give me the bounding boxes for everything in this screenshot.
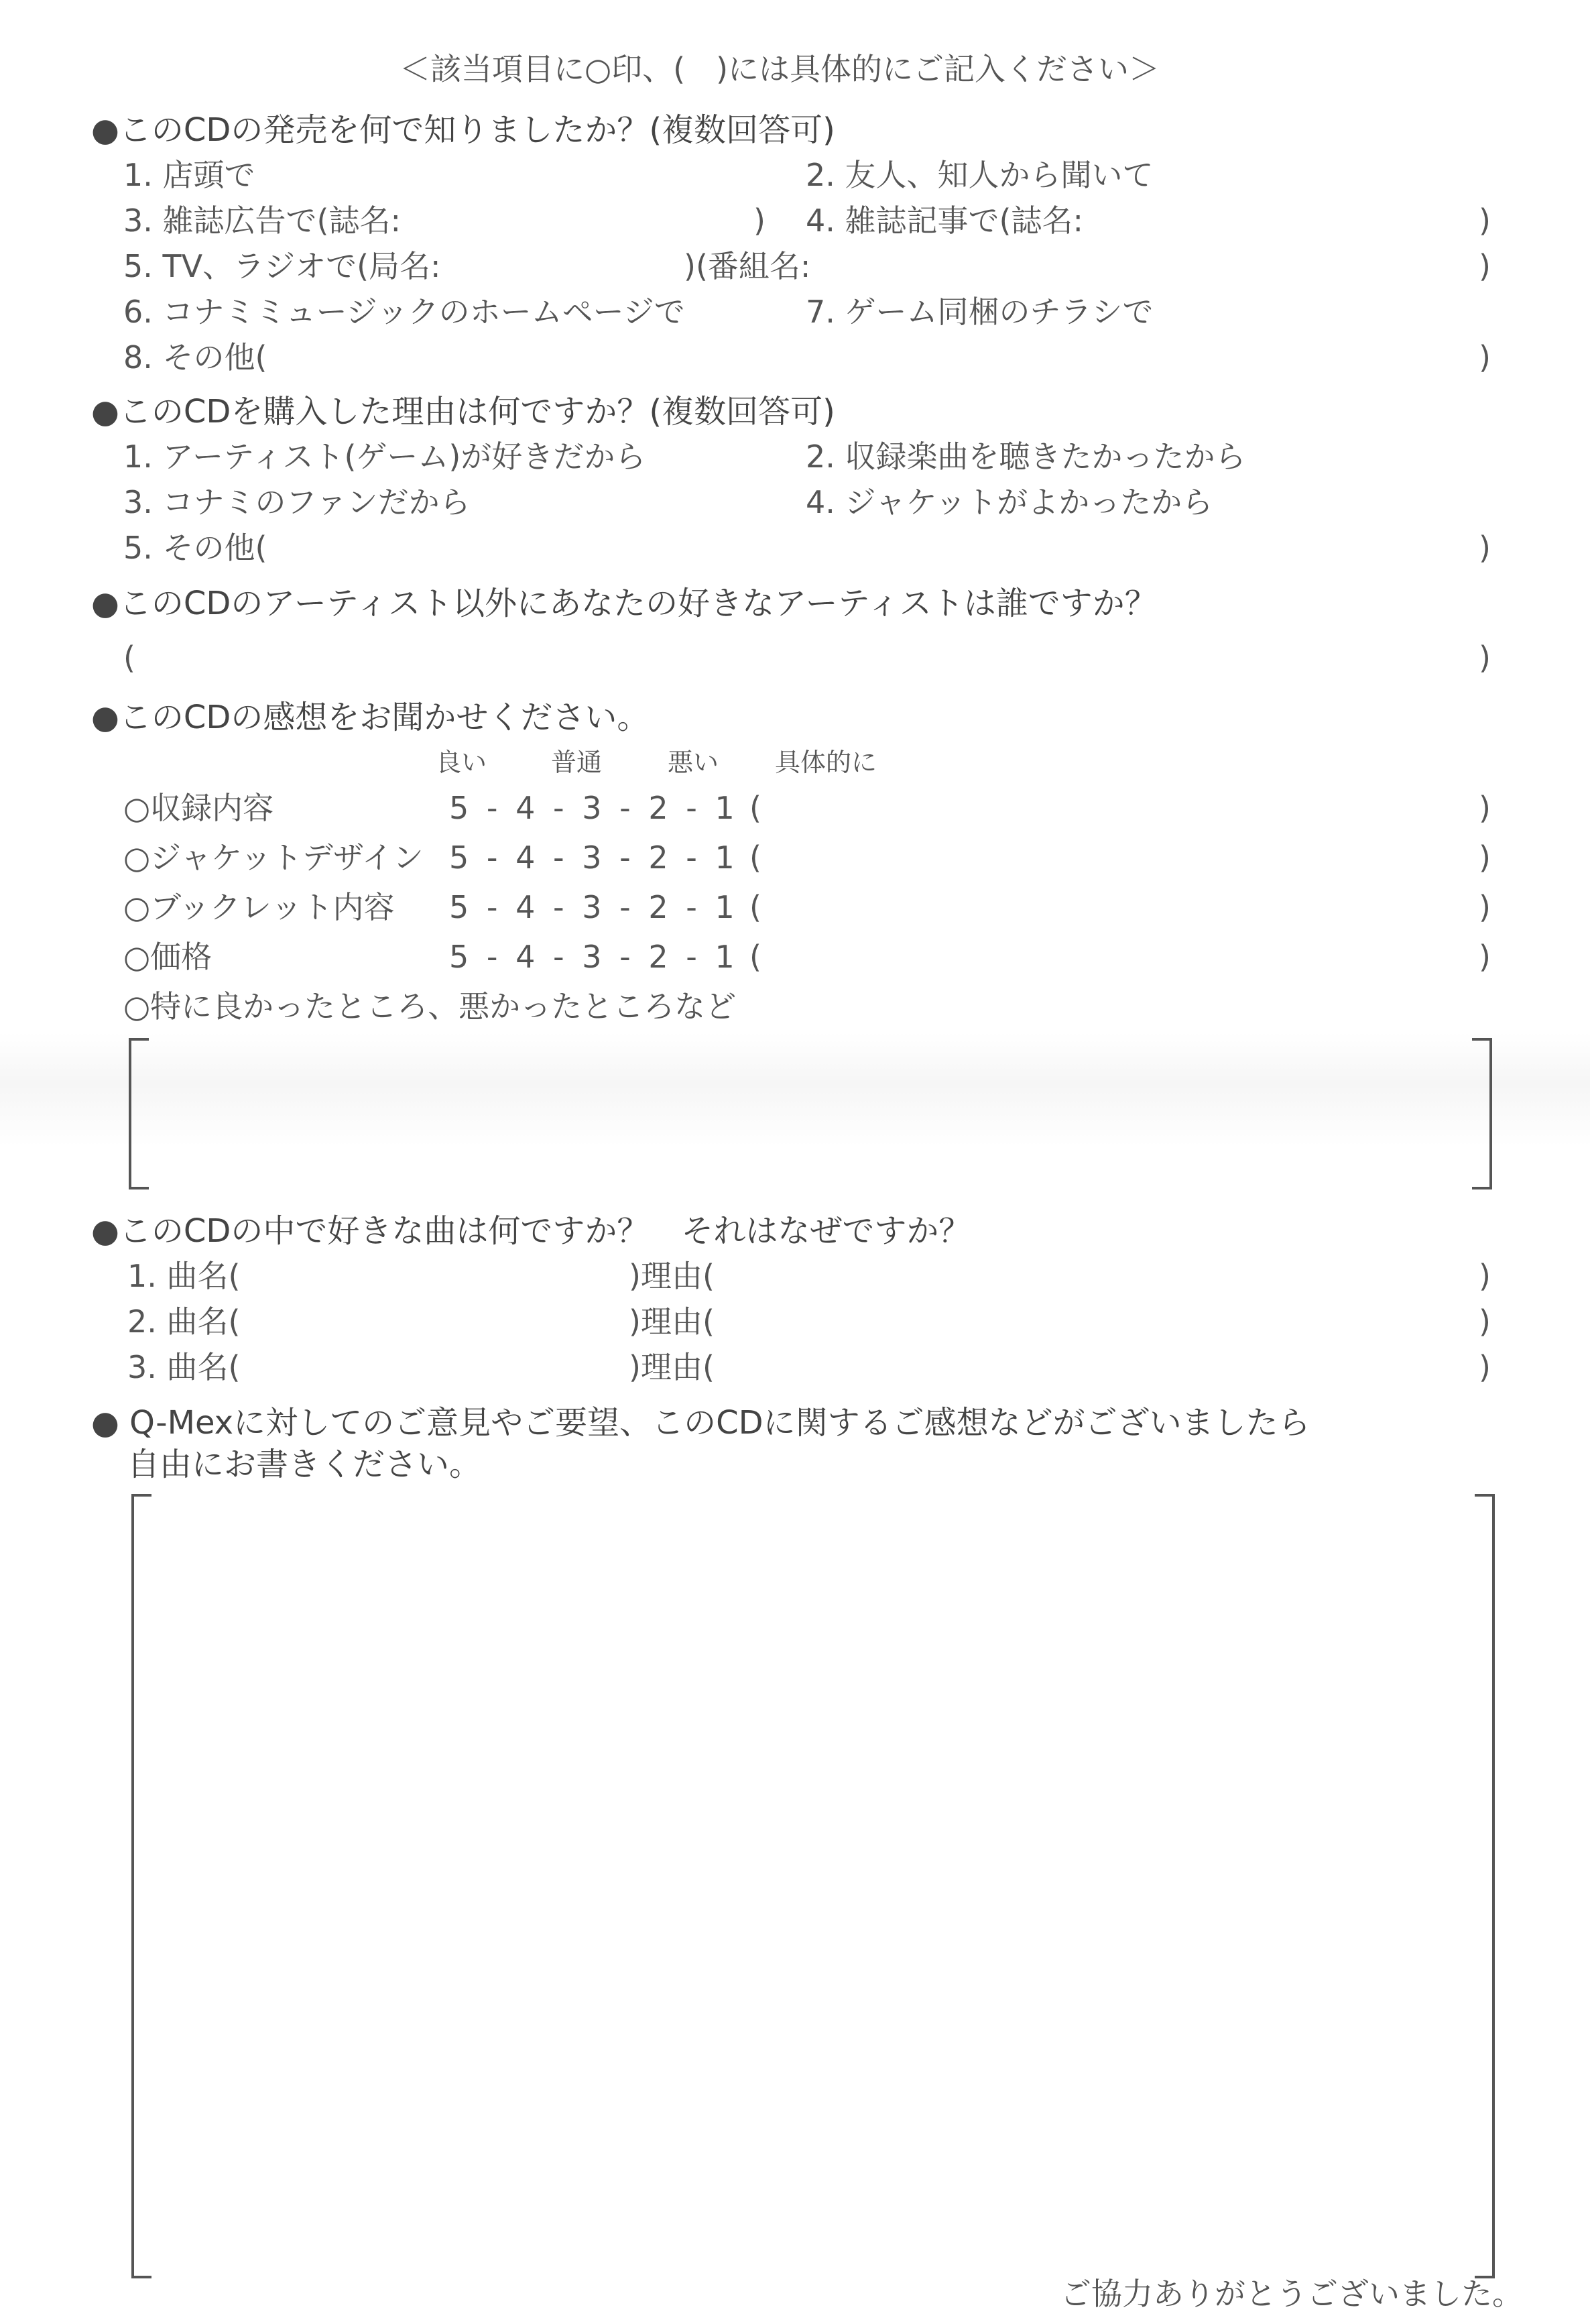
q5-row-close: )	[1479, 1303, 1491, 1340]
q2-option-5[interactable]: 5. その他(	[123, 530, 267, 566]
q4-row-close: )	[1479, 839, 1491, 876]
q1-option-3[interactable]: 3. 雑誌広告で(誌名:	[123, 202, 401, 239]
q6-heading-line2: 自由にお書きください。	[127, 1446, 482, 1483]
q3-heading: ●このCDのアーティスト以外にあなたの好きなアーティストは誰ですか？	[91, 585, 1157, 622]
q5-reason-field[interactable]: )理由(	[629, 1258, 715, 1294]
q1-option-7[interactable]: 7. ゲーム同梱のチラシで	[806, 294, 1154, 330]
q1-option-2[interactable]: 2. 友人、知人から聞いて	[806, 157, 1154, 193]
q4-comment-box-left[interactable]	[129, 1038, 149, 1189]
q4-row-open[interactable]: (	[749, 790, 761, 826]
q3-answer-open[interactable]: (	[123, 640, 135, 676]
q1-heading: ●このCDの発売を何で知りましたか？(複数回答可)	[91, 111, 835, 149]
scan-shading	[0, 1033, 1590, 1147]
q4-row-scale[interactable]: 5 - 4 - 3 - 2 - 1	[449, 939, 739, 975]
q4-row-label: ○収録内容	[123, 790, 274, 826]
q1-option-5-station[interactable]: 5. TV、ラジオで(局名:	[123, 248, 441, 284]
q4-col-normal: 普通	[551, 748, 603, 777]
q4-row-close: )	[1479, 790, 1491, 826]
q4-col-specific: 具体的に	[775, 748, 877, 777]
q4-col-bad: 悪い	[668, 748, 719, 777]
q4-row-close: )	[1479, 939, 1491, 975]
q4-col-good: 良い	[436, 748, 487, 777]
q2-option-5-close: )	[1479, 530, 1491, 566]
q5-heading: ●このCDの中で好きな曲は何ですか？ それはなぜですか？	[91, 1212, 971, 1250]
q4-row-scale[interactable]: 5 - 4 - 3 - 2 - 1	[449, 839, 739, 876]
q1-option-4-close: )	[1479, 202, 1491, 239]
q1-option-5-close: )	[1479, 248, 1491, 284]
q1-option-4[interactable]: 4. 雑誌記事で(誌名:	[806, 202, 1083, 239]
q6-comment-box-right	[1475, 1494, 1495, 2278]
q2-option-4[interactable]: 4. ジャケットがよかったから	[806, 484, 1213, 520]
q4-comment-label: ○特に良かったところ、悪かったところなど	[123, 988, 737, 1025]
q2-heading: ●このCDを購入した理由は何ですか？(複数回答可)	[91, 393, 835, 430]
q4-row-close: )	[1479, 889, 1491, 925]
q4-row-label: ○ブックレット内容	[123, 889, 395, 925]
q4-comment-box-right	[1472, 1038, 1492, 1189]
q4-row-open[interactable]: (	[749, 839, 761, 876]
q4-row-scale[interactable]: 5 - 4 - 3 - 2 - 1	[449, 889, 739, 925]
q6-comment-box-left[interactable]	[131, 1494, 151, 2278]
q4-row-label: ○価格	[123, 939, 212, 975]
instruction-text: ＜該当項目に○印、( )には具体的にご記入ください＞	[400, 51, 1160, 87]
q4-row-open[interactable]: (	[749, 939, 761, 975]
q6-heading-line1: ● Q-Mexに対してのご意見やご要望、このCDに関するご感想などがございましたら	[91, 1404, 1310, 1442]
q1-option-6[interactable]: 6. コナミミュージックのホームページで	[123, 294, 685, 330]
q5-reason-field[interactable]: )理由(	[629, 1303, 715, 1340]
q3-answer-close: )	[1479, 640, 1491, 676]
q5-song-field[interactable]: 1. 曲名(	[127, 1258, 241, 1294]
q2-option-3[interactable]: 3. コナミのファンだから	[123, 484, 471, 520]
q5-song-field[interactable]: 3. 曲名(	[127, 1349, 241, 1385]
q4-row-scale[interactable]: 5 - 4 - 3 - 2 - 1	[449, 790, 739, 826]
q1-option-3-close: )	[753, 202, 766, 239]
q1-option-5-program: )(番組名:	[684, 248, 811, 284]
q1-option-8[interactable]: 8. その他(	[123, 339, 267, 375]
q5-row-close: )	[1479, 1258, 1491, 1294]
q4-row-open[interactable]: (	[749, 889, 761, 925]
q1-option-8-close: )	[1479, 339, 1491, 375]
q1-option-1[interactable]: 1. 店頭で	[123, 157, 255, 193]
q2-option-2[interactable]: 2. 収録楽曲を聴きたかったから	[806, 439, 1246, 475]
q5-reason-field[interactable]: )理由(	[629, 1349, 715, 1385]
q5-row-close: )	[1479, 1349, 1491, 1385]
q2-option-1[interactable]: 1. アーティスト(ゲーム)が好きだから	[123, 439, 646, 475]
thanks-text: ご協力ありがとうございました。	[1060, 2276, 1523, 2312]
q4-heading: ●このCDの感想をお聞かせください。	[91, 699, 650, 736]
q5-song-field[interactable]: 2. 曲名(	[127, 1303, 241, 1340]
q4-row-label: ○ジャケットデザイン	[123, 839, 424, 876]
